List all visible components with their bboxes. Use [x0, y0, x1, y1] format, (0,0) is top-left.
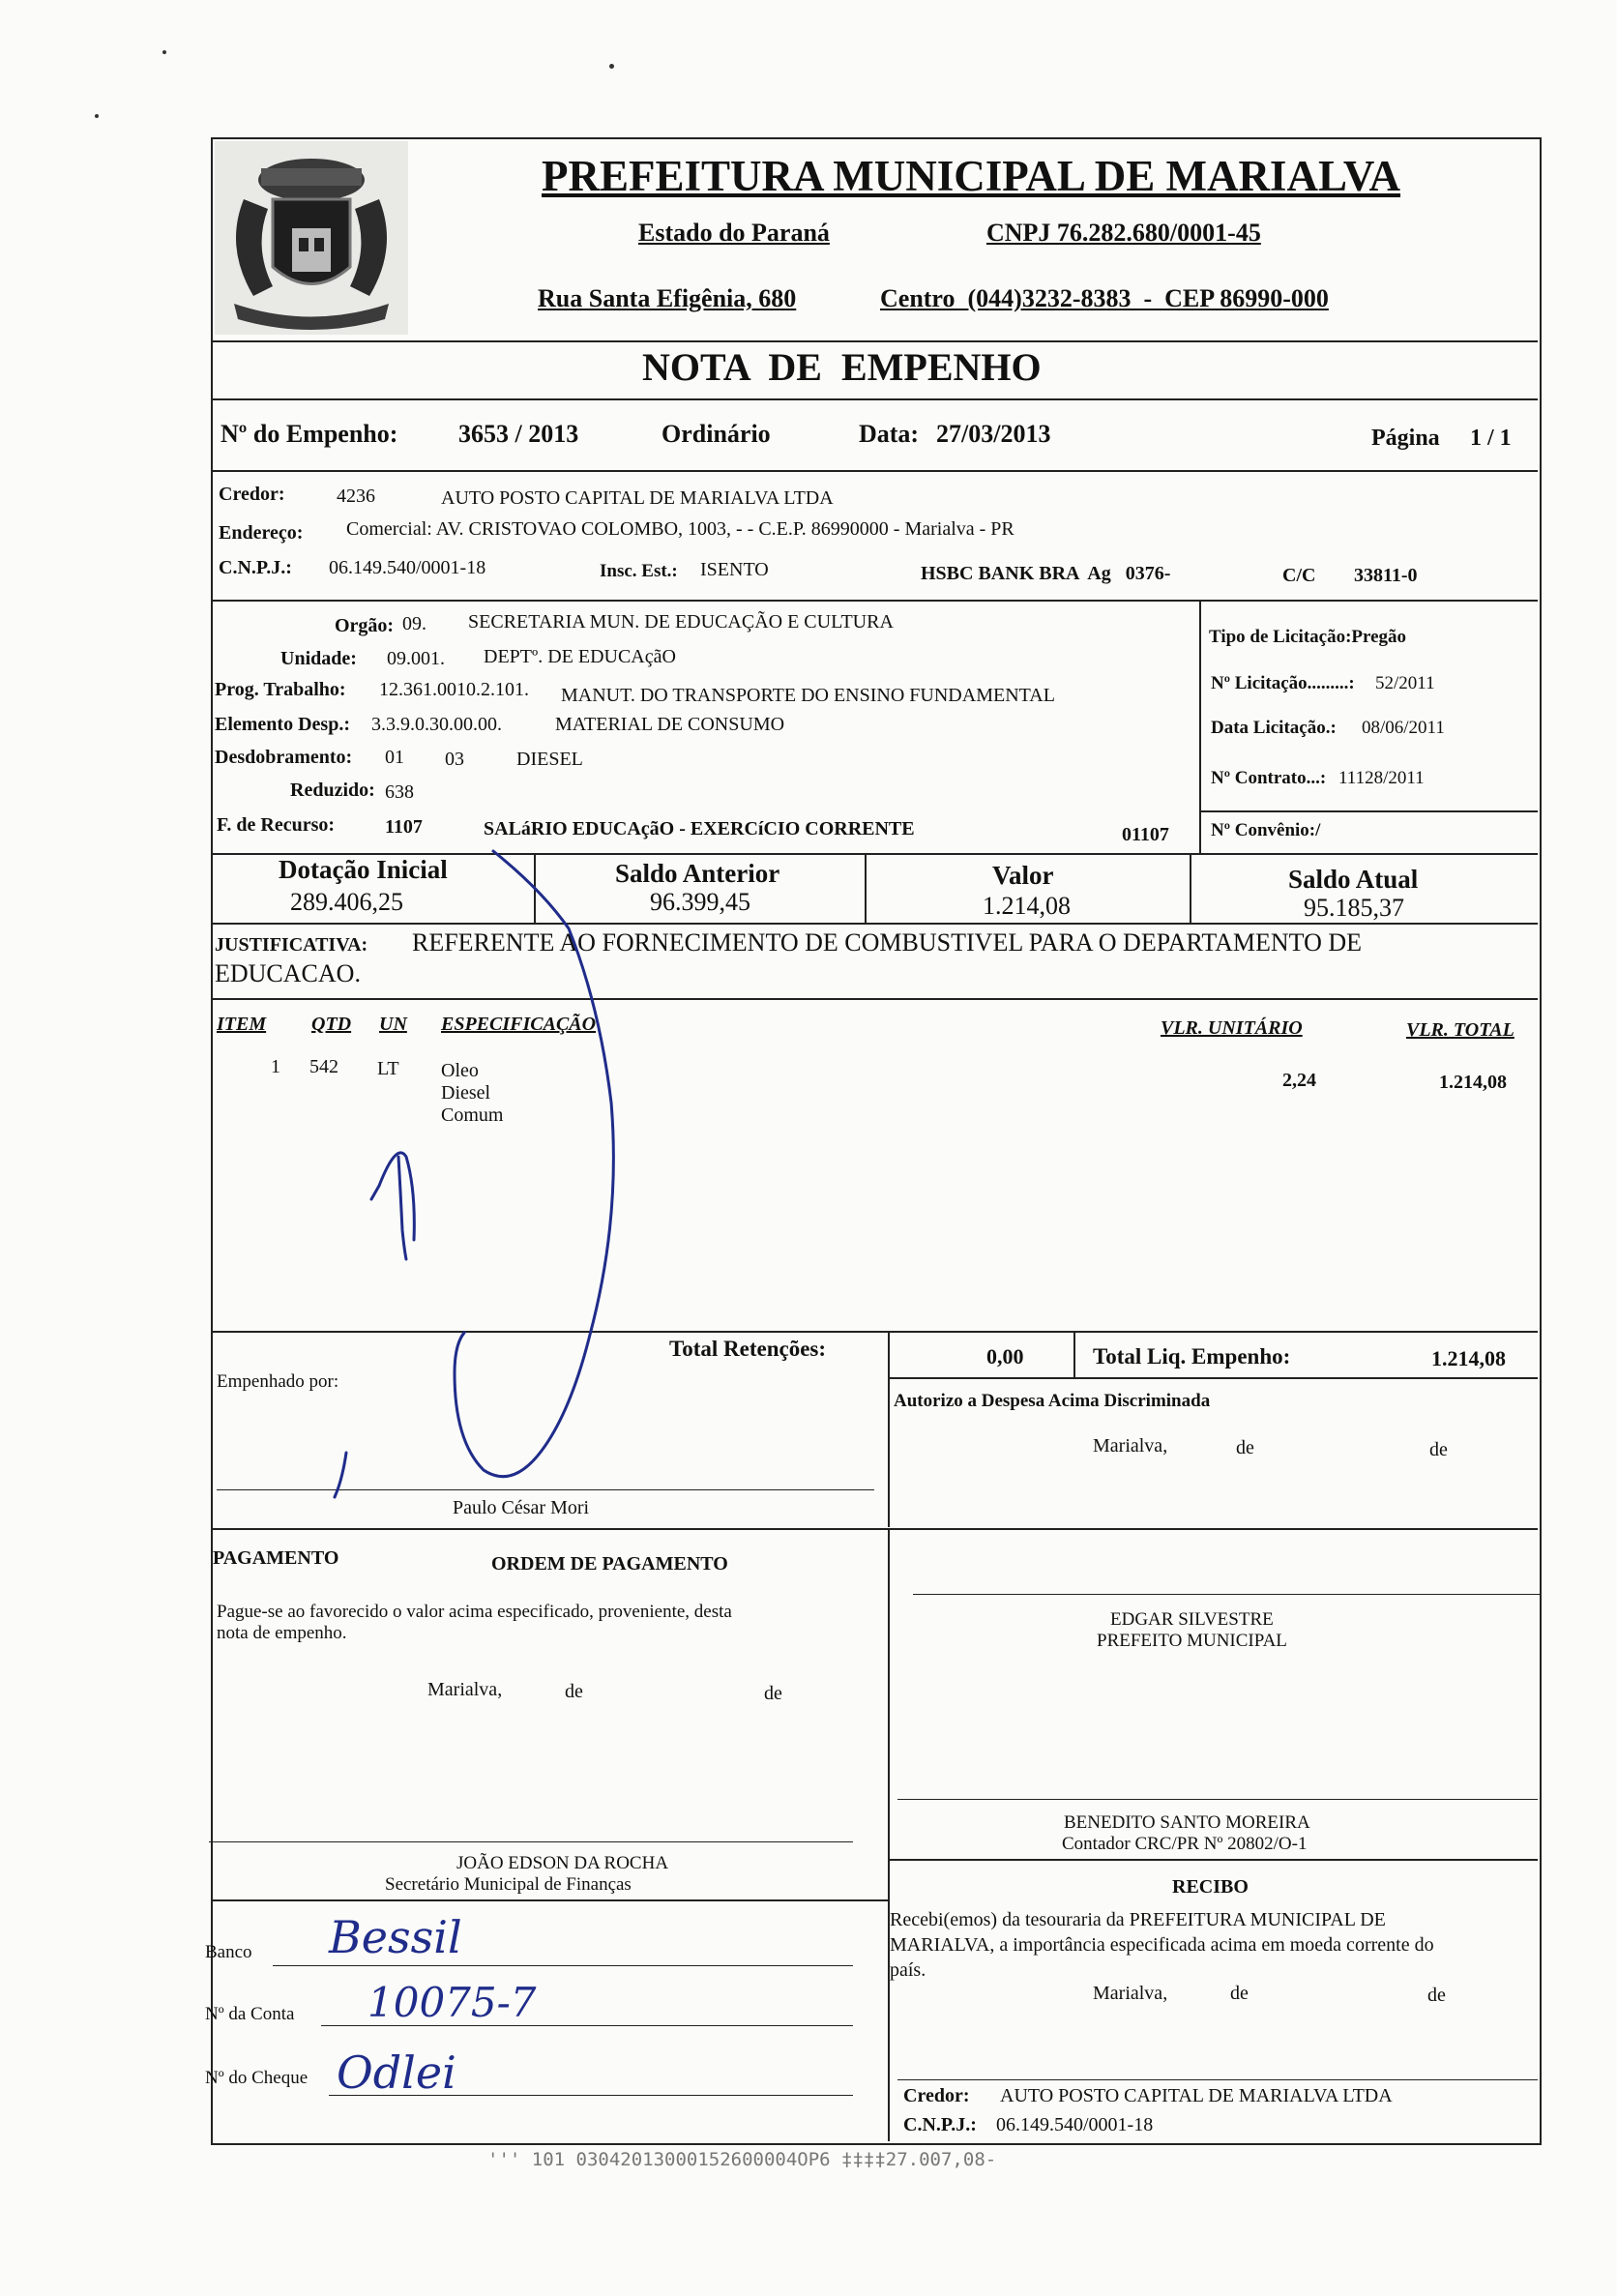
reduzido-label: Reduzido: — [290, 780, 375, 801]
elemento-code: 3.3.9.0.30.00.00. — [371, 714, 502, 735]
justificativa-label: JUSTIFICATIVA: — [215, 934, 368, 956]
divider — [1190, 853, 1191, 923]
saldo-anterior-value: 96.399,45 — [650, 888, 750, 916]
pagamento-label: PAGAMENTO — [213, 1547, 339, 1569]
orgao-name: SECRETARIA MUN. DE EDUCAÇÃO E CULTURA — [468, 611, 894, 633]
signature-line — [897, 2079, 1538, 2080]
divider — [211, 470, 1538, 472]
date-de: de — [1429, 1439, 1448, 1460]
banco-handwriting: Bessil — [329, 1911, 462, 1963]
coat-of-arms-icon — [215, 141, 408, 335]
divider — [211, 1528, 1538, 1530]
dotacao-inicial-label: Dotação Inicial — [279, 855, 448, 884]
licitacao-numero-label: Nº Licitação.........: — [1211, 673, 1355, 693]
recibo-credor: AUTO POSTO CAPITAL DE MARIALVA LTDA — [1000, 2085, 1393, 2106]
cc-label: C/C — [1282, 565, 1316, 586]
ordem-label: ORDEM DE PAGAMENTO — [491, 1553, 728, 1575]
date-de: de — [1230, 1983, 1249, 2004]
signature-line — [897, 1799, 1538, 1800]
recibo-text2: MARIALVA, a importância especificada acima em moeda corrente do — [890, 1934, 1434, 1956]
state-label: Estado do Paraná — [638, 219, 830, 247]
contador-name: BENEDITO SANTO MOREIRA — [1064, 1812, 1310, 1833]
col-qtd: QTD — [311, 1014, 352, 1035]
justificativa-line2: EDUCACAO. — [215, 959, 361, 987]
bank-info: HSBC BANK BRA Ag 0376- — [921, 563, 1171, 584]
col-item: ITEM — [217, 1014, 267, 1035]
page-label: Página — [1371, 426, 1440, 451]
divider — [211, 340, 1538, 342]
elemento-name: MATERIAL DE CONSUMO — [555, 714, 785, 735]
autorizo-label: Autorizo a Despesa Acima Discriminada — [894, 1391, 1211, 1411]
retencoes-value: 0,00 — [986, 1344, 1024, 1369]
divider — [211, 1331, 1538, 1333]
desdob-name: DIESEL — [516, 749, 583, 770]
credor-code: 4236 — [337, 486, 375, 507]
recurso-code: 1107 — [385, 816, 423, 838]
empenho-label: Nº do Empenho: — [220, 420, 398, 448]
recurso-label: F. de Recurso: — [217, 814, 336, 836]
empenho-number: 3653 / 2013 — [458, 420, 579, 448]
address-label: Centro (044)3232-8383 - CEP 86990-000 — [880, 284, 1329, 312]
divider — [211, 923, 1538, 925]
footer-codeline: ''' 101 03042013000152600004OP6 ‡‡‡‡27.007,08- — [487, 2149, 997, 2170]
prefeito-role: PREFEITO MUNICIPAL — [1097, 1631, 1287, 1651]
elemento-label: Elemento Desp.: — [215, 714, 350, 735]
prog-name: MANUT. DO TRANSPORTE DO ENSINO FUNDAMENTAL — [561, 685, 1055, 706]
recibo-text1: Recebi(emos) da tesouraria da PREFEITURA MUNICIPAL DE — [890, 1909, 1386, 1930]
divider — [211, 600, 1538, 602]
contrato-value: 11128/2011 — [1338, 768, 1425, 788]
divider — [888, 1528, 890, 2141]
divider — [211, 1899, 888, 1901]
page-title: PREFEITURA MUNICIPAL DE MARIALVA — [542, 152, 1401, 200]
prog-label: Prog. Trabalho: — [215, 679, 346, 700]
row-unit: 2,24 — [1282, 1070, 1316, 1091]
desdob-b: 03 — [445, 749, 464, 770]
empenhado-name: Paulo César Mori — [453, 1497, 590, 1518]
divider — [1073, 1331, 1075, 1377]
row-espec: Oleo Diesel Comum — [441, 1060, 504, 1126]
divider — [888, 1377, 1538, 1379]
desdob-a: 01 — [385, 747, 404, 768]
date-value: 27/03/2013 — [936, 420, 1051, 448]
credor-label: Credor: — [219, 484, 285, 505]
orgao-label: Orgão: — [335, 615, 395, 636]
recibo-title: RECIBO — [1172, 1876, 1249, 1898]
divider — [211, 998, 1538, 1000]
divider — [888, 1859, 1538, 1861]
col-unit: VLR. UNITÁRIO — [1161, 1017, 1303, 1039]
orgao-code: 09. — [402, 613, 426, 634]
valor-value: 1.214,08 — [983, 892, 1071, 920]
date-de: de — [1427, 1985, 1446, 2006]
cheque-label: Nº do Cheque — [205, 2068, 309, 2088]
divider — [534, 853, 536, 923]
credor-name: AUTO POSTO CAPITAL DE MARIALVA LTDA — [441, 487, 834, 509]
scan-speck — [95, 114, 99, 118]
saldo-atual-value: 95.185,37 — [1304, 894, 1404, 922]
liq-label: Total Liq. Empenho: — [1093, 1344, 1291, 1369]
credor-cnpj: 06.149.540/0001-18 — [329, 557, 486, 578]
unidade-label: Unidade: — [280, 648, 357, 669]
prefeito-name: EDGAR SILVESTRE — [1110, 1609, 1274, 1630]
secretario-name: JOÃO EDSON DA ROCHA — [456, 1853, 669, 1873]
cheque-handwriting: Odlei — [337, 2046, 456, 2099]
retencoes-label: Total Retenções: — [669, 1337, 827, 1361]
doc-title: NOTA DE EMPENHO — [642, 345, 1042, 389]
licitacao-tipo: Tipo de Licitação:Pregão — [1209, 627, 1407, 647]
empenho-type: Ordinário — [662, 420, 771, 448]
liq-value: 1.214,08 — [1431, 1346, 1506, 1370]
credor-cnpj-label: C.N.P.J.: — [219, 557, 292, 578]
insc-label: Insc. Est.: — [600, 561, 678, 581]
cc-value: 33811-0 — [1354, 565, 1418, 586]
contador-role: Contador CRC/PR Nº 20802/O-1 — [1062, 1834, 1308, 1854]
recibo-cnpj: 06.149.540/0001-18 — [996, 2114, 1154, 2135]
place-date: Marialva, — [1093, 1435, 1168, 1457]
date-de: de — [565, 1681, 583, 1702]
signature-line — [913, 1594, 1540, 1595]
unidade-code: 09.001. — [387, 648, 445, 669]
dotacao-inicial-value: 289.406,25 — [290, 888, 403, 916]
unidade-name: DEPTº. DE EDUCAçãO — [484, 646, 676, 667]
contrato-label: Nº Contrato...: — [1211, 768, 1327, 788]
place-date: Marialva, — [427, 1679, 503, 1700]
date-de: de — [764, 1683, 782, 1704]
divider — [1199, 810, 1538, 812]
licitacao-numero: 52/2011 — [1375, 673, 1435, 693]
street-label: Rua Santa Efigênia, 680 — [538, 284, 797, 312]
licitacao-data: 08/06/2011 — [1362, 718, 1445, 738]
divider — [1199, 600, 1201, 855]
col-total: VLR. TOTAL — [1406, 1019, 1514, 1041]
saldo-anterior-label: Saldo Anterior — [615, 859, 780, 888]
scan-speck — [609, 64, 614, 69]
row-item: 1 — [271, 1056, 280, 1077]
divider — [865, 853, 867, 923]
col-un: UN — [379, 1014, 407, 1035]
page-number: 1 / 1 — [1470, 426, 1512, 451]
credor-address: Comercial: AV. CRISTOVAO COLOMBO, 1003, - - C.E.P. 86990000 - Marialva - PR — [346, 518, 1014, 540]
cnpj-label: CNPJ 76.282.680/0001-45 — [986, 219, 1261, 247]
prog-code: 12.361.0010.2.101. — [379, 679, 529, 700]
empenhado-label: Empenhado por: — [217, 1371, 339, 1392]
recibo-cnpj-label: C.N.P.J.: — [903, 2114, 977, 2135]
pagamento-text1: Pague-se ao favorecido o valor acima especificado, proveniente, desta — [217, 1602, 732, 1622]
place-date: Marialva, — [1093, 1983, 1168, 2004]
address-field-label: Endereço: — [219, 522, 304, 544]
divider — [211, 398, 1538, 400]
field-line — [273, 1965, 853, 1966]
recurso-name: SALáRIO EDUCAçãO - EXERCíCIO CORRENTE — [484, 818, 915, 839]
scan-speck — [162, 50, 166, 54]
desdob-label: Desdobramento: — [215, 747, 353, 768]
valor-label: Valor — [992, 861, 1054, 890]
convenio-label: Nº Convênio:/ — [1211, 820, 1321, 840]
pagamento-text2: nota de empenho. — [217, 1623, 347, 1643]
conta-handwriting: 10075-7 — [368, 1979, 537, 2026]
col-espec: ESPECIFICAÇÃO — [441, 1014, 597, 1035]
reduzido-value: 638 — [385, 781, 414, 803]
date-label: Data: — [859, 420, 920, 448]
signature-line — [209, 1841, 853, 1842]
row-qtd: 542 — [309, 1056, 338, 1077]
recurso-code2: 01107 — [1122, 824, 1169, 845]
row-total: 1.214,08 — [1439, 1072, 1507, 1093]
conta-label: Nº da Conta — [205, 2004, 295, 2024]
divider — [888, 1377, 890, 1527]
justificativa-line1: REFERENTE AO FORNECIMENTO DE COMBUSTIVEL PARA O DEPARTAMENTO DE — [412, 928, 1363, 957]
date-de: de — [1236, 1437, 1254, 1458]
row-un: LT — [377, 1058, 399, 1079]
banco-label: Banco — [205, 1942, 252, 1962]
insc-value: ISENTO — [700, 559, 769, 580]
licitacao-data-label: Data Licitação.: — [1211, 718, 1337, 738]
recibo-credor-label: Credor: — [903, 2085, 970, 2106]
secretario-role: Secretário Municipal de Finanças — [385, 1874, 632, 1895]
recibo-text3: país. — [890, 1959, 926, 1981]
signature-line — [217, 1489, 874, 1490]
saldo-atual-label: Saldo Atual — [1288, 865, 1419, 894]
divider — [888, 1331, 890, 1377]
